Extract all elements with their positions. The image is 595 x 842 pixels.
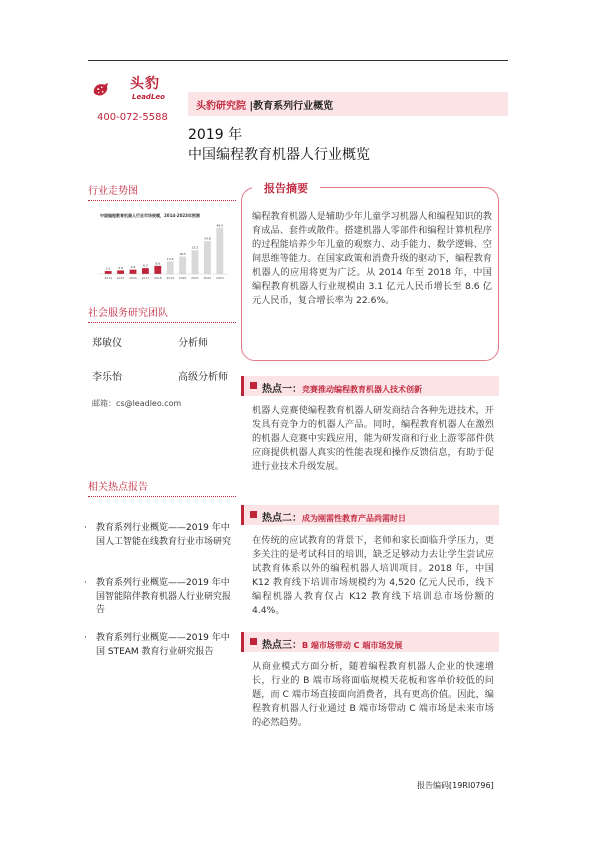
report-code: 报告编码[19RI0796] [417,781,494,790]
member-role: 高级分析师 [178,372,228,383]
bullet-icon: · [84,523,87,533]
chart-bar [142,268,149,274]
hotspot-header [241,505,499,525]
chart-data-label: 13.4 [166,256,174,261]
chart-tick-label: 2019 [166,276,175,280]
hotspot-label: 热点一： [262,384,302,395]
report-title: 中国编程教育机器人行业概览 [188,147,370,163]
chart-tick-label: 2016 [129,276,137,280]
related-report-item[interactable] [84,632,236,659]
related-report-title[interactable]: 教育系列行业概览——2019 年中国智能陪伴教育机器人行业研究报告 [96,578,232,615]
chart-bar [117,270,124,274]
hotspot-desc: B 端市场带动 C 端市场发展 [302,641,403,650]
related-report-item[interactable] [84,577,236,618]
related-report-title[interactable]: 教育系列行业概览——2019 年中国人工智能在线教育行业市场研究 [96,523,232,547]
square-icon [250,382,257,389]
team-heading: 社会服务研究团队 [88,304,236,323]
chart-data-label: 8.6 [155,261,161,266]
chart-bar [130,270,137,274]
member-name: 郑敏仪 [92,338,122,349]
trend-chart [92,208,232,286]
chart-bar [204,241,211,274]
related-report-title[interactable]: 教育系列行业概览——2019 年中国 STEAM 教育行业研究报告 [96,633,230,657]
hotspot-desc: 成为刚需性教育产品尚需时日 [302,514,406,523]
related-report-item[interactable] [84,522,236,549]
chart-data-label: 6.2 [143,263,148,268]
brand-name-en: LeadLeo [132,93,165,101]
chart-tick-label: 2022 [203,276,212,280]
header-band-text [196,97,333,112]
series-name: |教育系列行业概览 [249,101,334,112]
summary-heading: 报告摘要 [252,181,320,197]
hotspot-label: 热点二： [262,513,302,524]
hotspot-label: 热点三： [262,640,302,651]
leopard-logo-icon [92,70,132,110]
institute-name: 头豹研究院 [196,101,246,112]
chart-data-label: 25.2 [191,245,199,250]
chart-data-label: 18.5 [179,252,186,257]
top-rule [88,60,508,61]
square-icon [250,511,257,518]
chart-tick-label: 2014 [104,276,113,280]
chart-bar [192,250,199,274]
bullet-icon: · [84,633,87,643]
chart-tick-label: 2015 [116,276,125,280]
chart-bar [167,261,174,274]
hotspot-body: 机器人竞赛使编程教育机器人研发商结合各种先进技术，开发具有竞争力的机器人产品。同时，编程教育机器人在激烈的机器人竞赛中实践应用，能为研发商和行业上游零部件供应商提供机器人真实的性能表现和操作反馈信息，有助于促进行业技术升级发展。 [252,405,494,472]
hotspot-header [241,376,499,396]
chart-tick-label: 2018 [153,276,162,280]
chart-tick-label: 2021 [191,276,199,280]
member-name: 李乐怡 [92,372,122,383]
summary-text: 编程教育机器人是辅助少年儿童学习机器人和编程知识的教育成品、套件或散件。搭建机器人零部件和编程计算机程序的过程能培养少年儿童的观察力、动手能力、数学逻辑、空间思维等能力。在国家政策和消费升级的驱动下，编程教育机器人的应用将更为广泛。从 2014 年至 2018 年，中国编程教育机器人行业规模由 3.1 亿元人民币增长至 8.6 亿元人民币，复合增长率为 22.6%。 [252,211,492,306]
chart-data-label: 48.9 [216,223,224,228]
chart-data-label: 3.8 [118,265,123,270]
square-icon [250,638,257,645]
chart-bar [179,257,186,274]
chart-tick-label: 2023 [215,276,224,280]
report-year: 2019 年 [188,127,243,143]
related-heading: 相关热点报告 [88,478,236,497]
chart-title: 中国编程教育机器人行业市场规模，2014-2023年预测 [100,213,200,218]
chart-bar [216,228,223,274]
hotspot-body: 在传统的应试教育的背景下，老师和家长面临升学压力，更多关注的是考试科目的培训，缺乏足够动力去让学生尝试应试教育体系以外的编程机器人培训项目。2018 年，中国 K12 教育线下培训市场规模约为 4,520 亿元人民币，线下编程机器人教育仅占 K12 教育线下培训总市场份额的 4.4%。 [252,535,494,616]
brand-phone: 400-072-5588 [97,112,168,123]
contact-email[interactable]: 邮箱：cs@leadleo.com [92,399,182,408]
hotspot-body: 从商业模式方面分析，随着编程教育机器人企业的快速增长，行业的 B 端市场将面临规模天花板和客单价较低的问题，而 C 端市场直接面向消费者，具有更高价值。因此，编程教育机器人行业通过 B 端市场带动 C 端市场是未来市场的必然趋势。 [252,661,494,728]
chart-bar [154,266,161,274]
chart-bar [105,271,112,274]
chart-tick-label: 2020 [178,276,187,280]
brand-name-cn: 头豹 [130,76,160,92]
member-role: 分析师 [178,338,208,349]
hotspot-header [241,632,499,652]
chart-data-label: 3.1 [105,266,111,271]
chart-data-label: 34.8 [204,236,211,241]
bullet-icon: · [84,578,87,588]
chart-data-label: 4.6 [130,265,136,270]
hotspot-desc: 竞赛推动编程教育机器人技术创新 [302,385,422,394]
trend-heading: 行业走势图 [88,182,236,201]
chart-tick-label: 2017 [141,276,150,280]
